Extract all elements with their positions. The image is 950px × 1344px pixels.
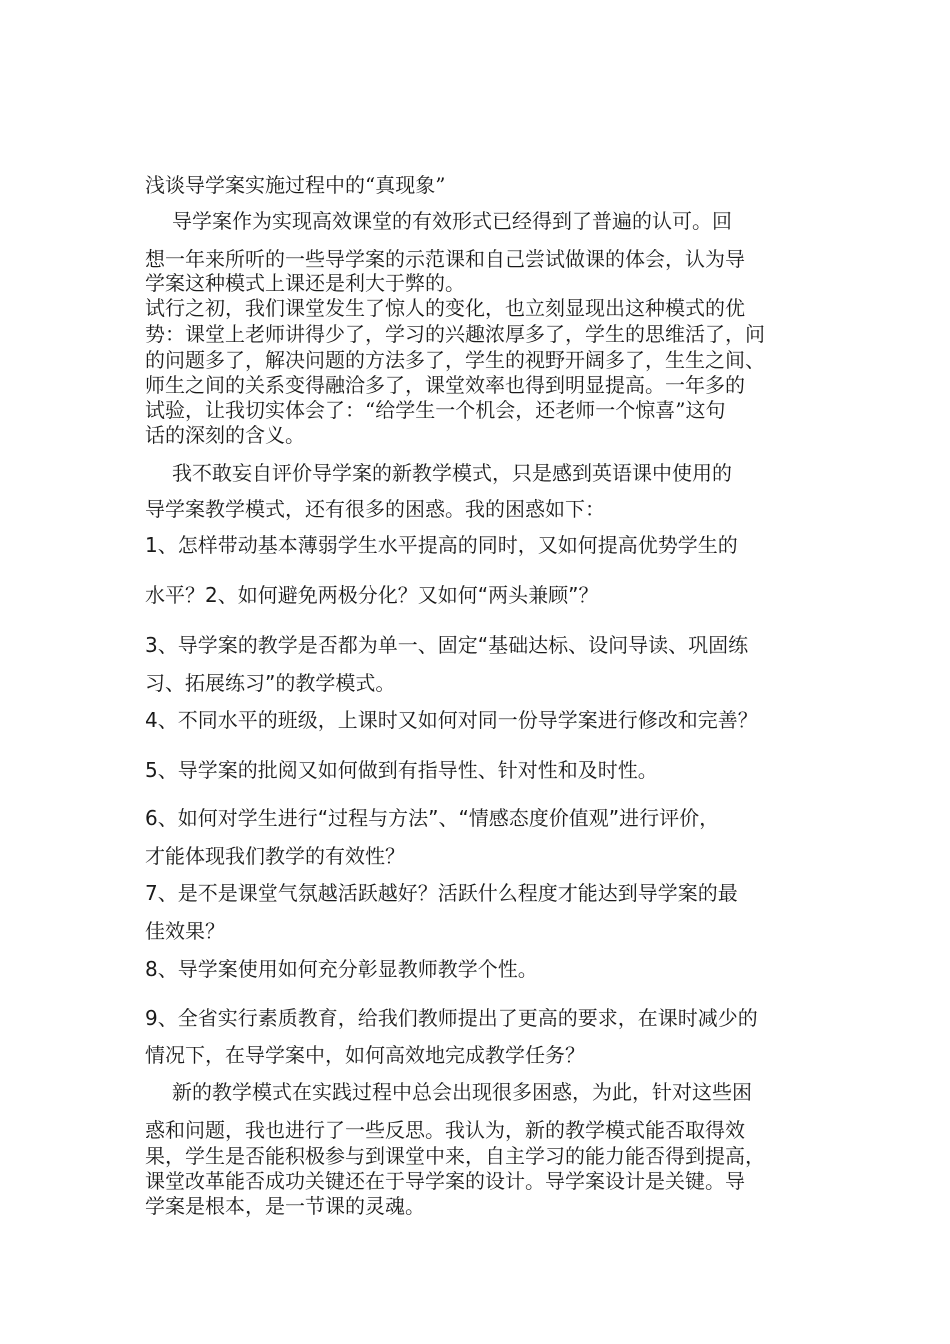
question-6-line-1: 6、如何对学生进行“过程与方法”、“情感态度价值观”进行评价， bbox=[145, 806, 720, 830]
question-7-line-2: 佳效果？ bbox=[145, 919, 225, 943]
question-3-line-1: 3、导学案的教学是否都为单一、固定“基础达标、设问导读、巩固练 bbox=[145, 633, 749, 657]
document-title: 浅谈导学案实施过程中的“真现象” bbox=[145, 173, 446, 197]
intro-line-3: 学案这种模式上课还是利大于弊的。 bbox=[145, 271, 465, 295]
reflection-line-5: 学案是根本，是一节课的灵魂。 bbox=[145, 1194, 425, 1218]
reflection-line-3: 果，学生是否能积极参与到课堂中来，自主学习的能力能否得到提高， bbox=[145, 1144, 765, 1168]
question-1-line-2: 水平？2、如何避免两极分化？又如何“两头兼顾”？ bbox=[145, 583, 599, 607]
trial-line-5: 试验，让我切实体会了：“给学生一个机会，还老师一个惊喜”这句 bbox=[145, 398, 726, 422]
doubt-line-2: 导学案教学模式，还有很多的困惑。我的困惑如下： bbox=[145, 497, 605, 521]
trial-line-4: 师生之间的关系变得融洽多了，课堂效率也得到明显提高。一年多的 bbox=[145, 373, 745, 397]
intro-line-1: 导学案作为实现高效课堂的有效形式已经得到了普遍的认可。回 bbox=[172, 209, 732, 233]
reflection-line-2: 惑和问题，我也进行了一些反思。我认为，新的教学模式能否取得效 bbox=[145, 1118, 745, 1142]
reflection-line-4: 课堂改革能否成功关键还在于导学案的设计。导学案设计是关键。导 bbox=[145, 1169, 745, 1193]
question-6-line-2: 才能体现我们教学的有效性？ bbox=[145, 844, 405, 868]
question-4-line-1: 4、不同水平的班级，上课时又如何对同一份导学案进行修改和完善？ bbox=[145, 708, 758, 732]
question-7-line-1: 7、是不是课堂气氛越活跃越好？活跃什么程度才能达到导学案的最 bbox=[145, 881, 738, 905]
question-8-line-1: 8、导学案使用如何充分彰显教师教学个性。 bbox=[145, 957, 538, 981]
question-5-line-1: 5、导学案的批阅又如何做到有指导性、针对性和及时性。 bbox=[145, 758, 658, 782]
trial-line-6: 话的深刻的含义。 bbox=[145, 423, 305, 447]
trial-line-3: 的问题多了，解决问题的方法多了，学生的视野开阔多了，生生之间、 bbox=[145, 348, 765, 372]
doubt-line-1: 我不敢妄自评价导学案的新教学模式，只是感到英语课中使用的 bbox=[172, 461, 732, 485]
question-9-line-2: 情况下，在导学案中，如何高效地完成教学任务？ bbox=[145, 1043, 585, 1067]
question-3-line-2: 习、拓展练习”的教学模式。 bbox=[145, 671, 396, 695]
reflection-line-1: 新的教学模式在实践过程中总会出现很多困惑，为此，针对这些困 bbox=[172, 1080, 752, 1104]
trial-line-2: 势：课堂上老师讲得少了，学习的兴趣浓厚多了，学生的思维活了，问 bbox=[145, 322, 765, 346]
question-9-line-1: 9、全省实行素质教育，给我们教师提出了更高的要求，在课时减少的 bbox=[145, 1006, 758, 1030]
trial-line-1: 试行之初，我们课堂发生了惊人的变化，也立刻显现出这种模式的优 bbox=[145, 296, 745, 320]
intro-line-2: 想一年来所听的一些导学案的示范课和自己尝试做课的体会，认为导 bbox=[145, 247, 745, 271]
question-1-line-1: 1、怎样带动基本薄弱学生水平提高的同时，又如何提高优势学生的 bbox=[145, 533, 738, 557]
